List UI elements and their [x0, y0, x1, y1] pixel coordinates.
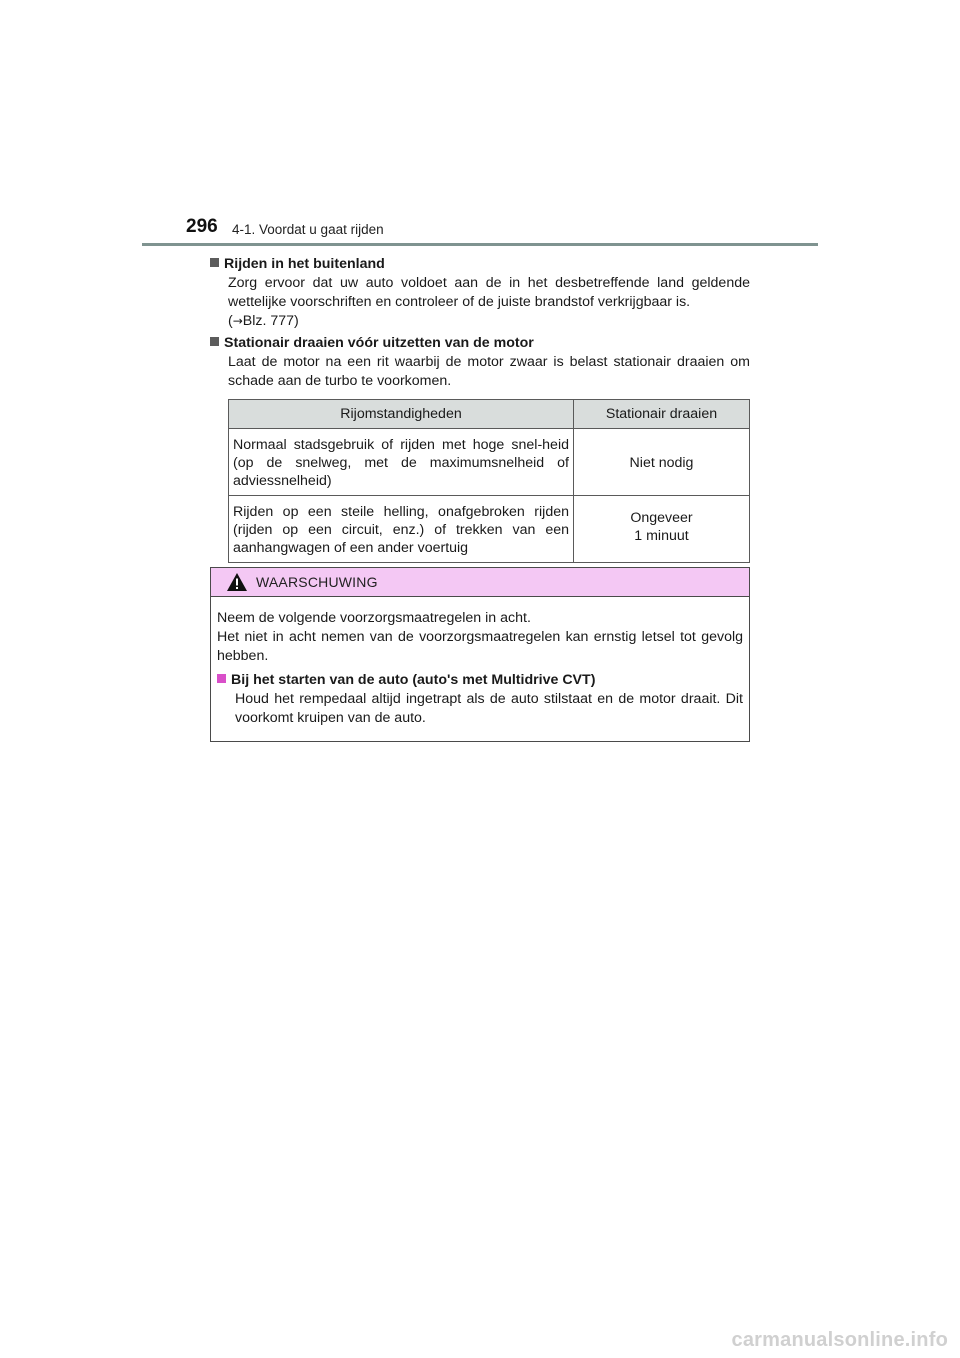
watermark: carmanualsonline.info — [731, 1329, 948, 1351]
chapter-title: 4-1. Voordat u gaat rijden — [232, 222, 384, 237]
warning-triangle-icon — [226, 572, 248, 592]
section-heading — [210, 334, 750, 353]
arrow-right-icon: → — [232, 314, 243, 328]
table-cell-idle — [574, 496, 750, 563]
section-heading — [210, 255, 750, 274]
idle-line-2: 1 minuut — [634, 528, 689, 544]
warning-subheading — [217, 671, 743, 690]
table-header-row — [229, 400, 750, 429]
idle-line-1: Ongeveer — [630, 510, 693, 526]
section-driving-abroad — [210, 255, 750, 331]
table-row — [229, 429, 750, 496]
square-bullet-icon — [210, 258, 219, 267]
section-idle-before-stop — [210, 334, 750, 391]
table-cell-condition: Normaal stadsgebruik of rijden met hoge snel-heid (op de snelweg, met de maximumsnelheid of adviessnelheid) — [229, 429, 574, 496]
warning-header — [211, 568, 749, 597]
warning-content — [211, 597, 749, 728]
page-number: 296 — [186, 216, 218, 237]
square-bullet-icon — [210, 337, 219, 346]
reference-text: Blz. 777) — [242, 313, 299, 329]
section-body — [210, 274, 750, 331]
section-body-text: Zorg ervoor dat uw auto voldoet aan de in het desbetreffende land geldende wettelijke voorschriften en controleer of de juiste brandstof verkrijgbaar is. — [228, 275, 750, 310]
section-body — [210, 353, 750, 391]
table-cell-condition: Rijden op een steile helling, onafgebroken rijden (rijden op een circuit, enz.) of trekken van een aanhangwagen of een ander voertuig — [229, 496, 574, 563]
warning-line-2: Het niet in acht nemen van de voorzorgsmaatregelen kan ernstig letsel tot gevolg hebben. — [217, 629, 743, 664]
warning-sub-body: Houd het rempedaal altijd ingetrapt als de auto stilstaat en de motor draait. Dit voorkomt kruipen van de auto. — [235, 691, 743, 726]
warning-box — [210, 567, 750, 742]
page-reference[interactable] — [228, 313, 299, 329]
column-header-idle: Stationair draaien — [574, 400, 750, 429]
warning-subheading-text: Bij het starten van de auto (auto's met Multidrive CVT) — [231, 672, 596, 688]
square-bullet-icon — [217, 674, 226, 683]
column-header-conditions: Rijomstandigheden — [229, 400, 574, 429]
idle-table — [228, 399, 750, 563]
section-heading-text: Stationair draaien vóór uitzetten van de motor — [224, 335, 534, 351]
table-row — [229, 496, 750, 563]
reference-open-paren: ( — [228, 313, 233, 329]
section-heading-text: Rijden in het buitenland — [224, 256, 385, 272]
warning-title: WAARSCHUWING — [256, 574, 378, 590]
header-rule — [142, 243, 818, 246]
warning-line-1: Neem de volgende voorzorgsmaatregelen in acht. — [217, 610, 531, 626]
table-cell-idle: Niet nodig — [574, 429, 750, 496]
section-body-text: Laat de motor na een rit waarbij de motor zwaar is belast stationair draaien om schade aan de turbo te voorkomen. — [228, 354, 750, 389]
